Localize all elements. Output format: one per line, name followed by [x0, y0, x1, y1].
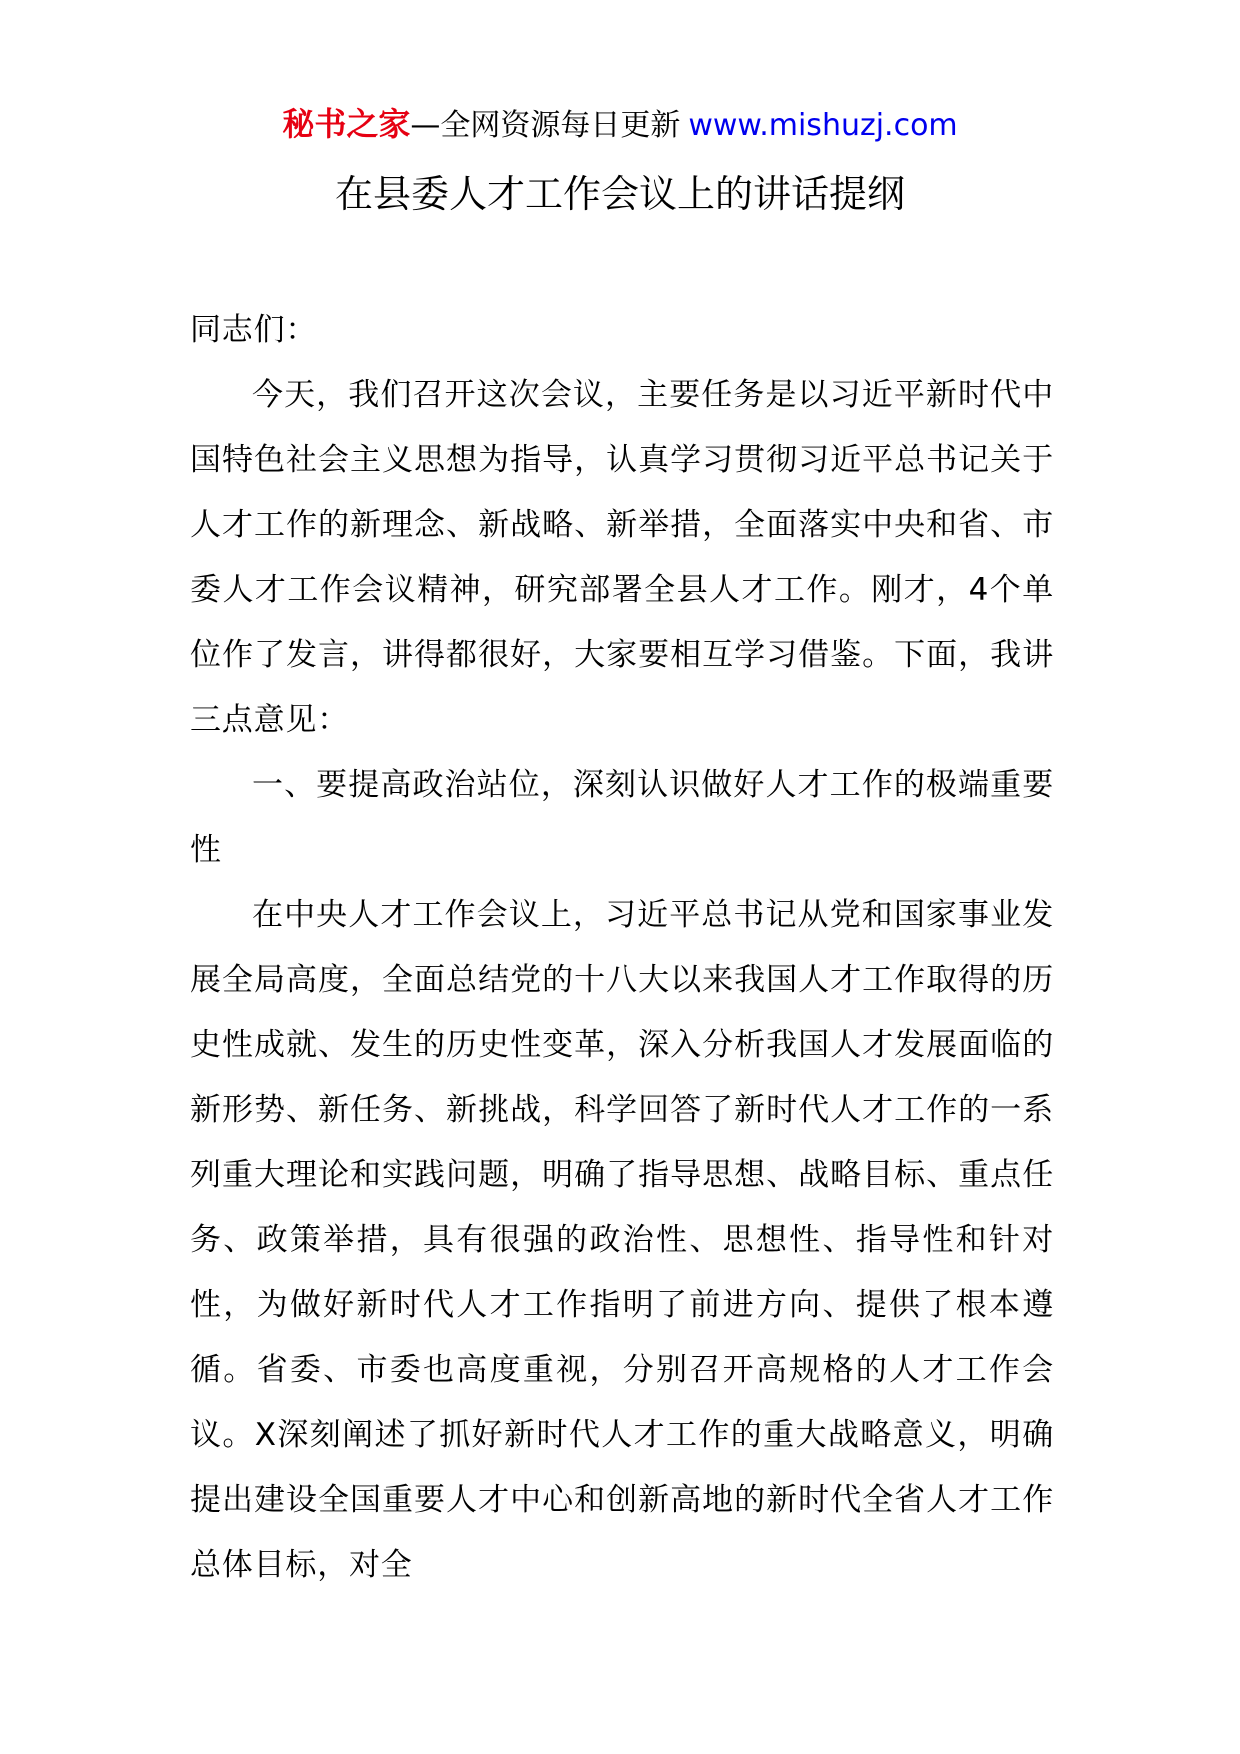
intro-paragraph: 今天，我们召开这次会议，主要任务是以习近平新时代中国特色社会主义思想为指导，认真学习贯彻习近平总书记关于人才工作的新理念、新战略、新举措，全面落实中央和省、市委人才工作会议精神，研究部署全县人才工作。刚才，4个单位作了发言，讲得都很好，大家要相互学习借鉴。下面，我讲三点意见：	[190, 377, 1054, 738]
brand-slogan: —全网资源每日更新	[410, 108, 681, 143]
brand-name: 秘书之家	[282, 105, 411, 143]
section-1-heading: 一、要提高政治站位，深刻认识做好人才工作的极端重要性	[190, 767, 1054, 868]
site-watermark-header	[0, 102, 1240, 148]
document-title: 在县委人才工作会议上的讲话提纲	[334, 172, 905, 216]
site-url-link[interactable]: www.mishuzj.com	[688, 108, 958, 143]
section-1-paragraph: 在中央人才工作会议上，习近平总书记从党和国家事业发展全局高度，全面总结党的十八大以来我国人才工作取得的历史性成就、发生的历史性变革，深入分析我国人才发展面临的新形势、新任务、新挑战，科学回答了新时代人才工作的一系列重大理论和实践问题，明确了指导思想、战略目标、重点任务、政策举措，具有很强的政治性、思想性、指导性和针对性，为做好新时代人才工作指明了前进方向、提供了根本遵循。省委、市委也高度重视，分别召开高规格的人才工作会议。X深刻阐述了抓好新时代人才工作的重大战略意义，明确提出建设全国重要人才中心和创新高地的新时代全省人才工作总体目标，对全	[190, 897, 1054, 1583]
greeting-paragraph: 同志们：	[190, 312, 318, 348]
document-body	[190, 298, 1054, 1598]
